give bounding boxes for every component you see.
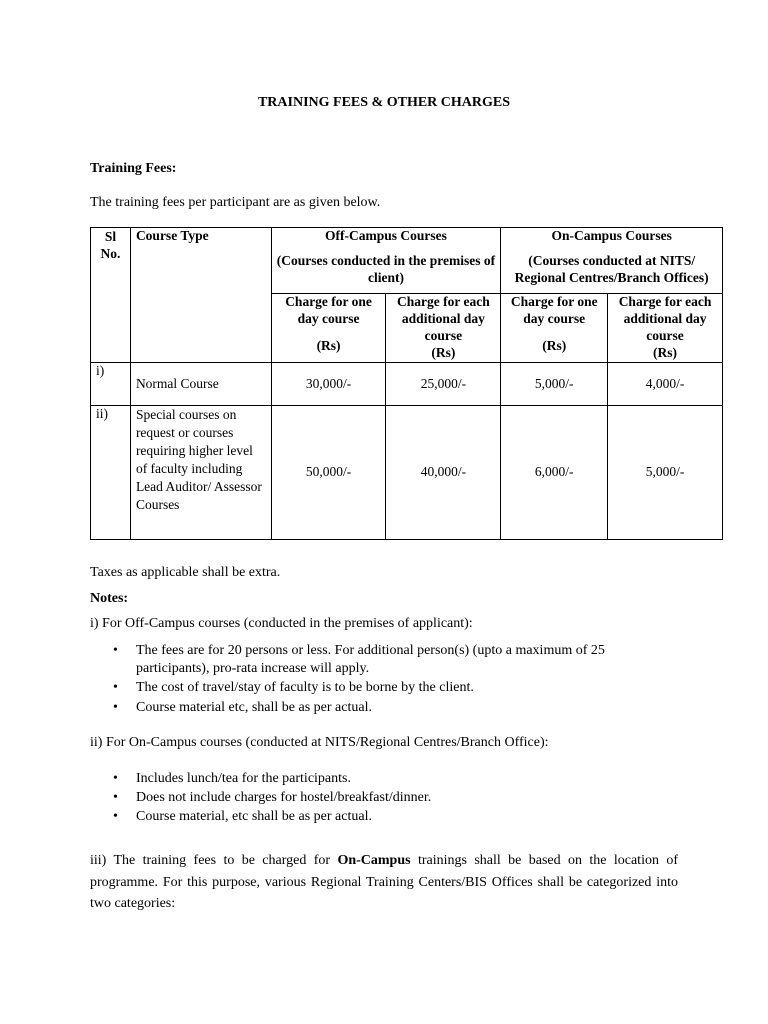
off-one-day-label: Charge for one day course bbox=[285, 294, 372, 326]
row-course: Special courses on request or courses requiring higher level of faculty including Lead Auditor/ Assessor Courses bbox=[130, 406, 271, 540]
header-on-campus bbox=[501, 228, 723, 294]
row-off-additional: 25,000/- bbox=[386, 363, 501, 406]
table-row bbox=[91, 363, 723, 406]
on-campus-notes-heading: ii) For On-Campus courses (conducted at NITS/Regional Centres/Branch Office): bbox=[90, 735, 549, 750]
list-item bbox=[111, 642, 651, 678]
on-campus-emphasis: On-Campus bbox=[337, 853, 411, 868]
list-item bbox=[111, 699, 651, 717]
list-item bbox=[111, 808, 651, 826]
on-additional-label: Charge for each additional day course bbox=[618, 294, 712, 343]
off-additional-unit: (Rs) bbox=[431, 344, 456, 360]
list-item-text: Course material, etc shall be as per actual. bbox=[136, 809, 372, 825]
off-campus-desc: (Courses conducted in the premises of client) bbox=[276, 252, 496, 285]
paragraph-suffix: trainings shall be based on the location of programme. For this purpose, various Regional Training Centers/BIS Offices shall be categorized into two categories: bbox=[90, 853, 678, 912]
on-one-day-label: Charge for one day course bbox=[510, 294, 598, 326]
on-additional-header bbox=[608, 294, 723, 363]
row-on-additional: 5,000/- bbox=[608, 406, 723, 540]
on-campus-label: On-Campus Courses bbox=[551, 228, 672, 243]
list-item bbox=[111, 789, 651, 807]
list-item-text: The fees are for 20 persons or less. For additional person(s) (upto a maximum of 25 participants), pro-rata increase will apply. bbox=[136, 643, 605, 677]
row-on-additional: 4,000/- bbox=[608, 363, 723, 406]
bullet-icon: • bbox=[113, 790, 118, 806]
location-categories-paragraph bbox=[90, 850, 678, 915]
off-additional-label: Charge for each additional day course bbox=[397, 294, 490, 343]
row-sl: i) bbox=[91, 363, 131, 406]
bullet-icon: • bbox=[113, 699, 118, 715]
off-campus-label: Off-Campus Courses bbox=[325, 228, 447, 243]
page-title: TRAINING FEES & OTHER CHARGES bbox=[257, 95, 511, 110]
row-course: Normal Course bbox=[130, 363, 271, 406]
row-off-additional: 40,000/- bbox=[386, 406, 501, 540]
taxes-note: Taxes as applicable shall be extra. bbox=[90, 565, 281, 580]
header-off-campus bbox=[271, 228, 501, 294]
list-item bbox=[111, 679, 651, 697]
header-sl-line1: Sl bbox=[104, 229, 117, 244]
on-additional-unit: (Rs) bbox=[653, 344, 678, 360]
row-on-one-day: 5,000/- bbox=[501, 363, 608, 406]
on-campus-notes-list bbox=[111, 770, 651, 828]
list-item-text: Includes lunch/tea for the participants. bbox=[136, 771, 351, 786]
list-item-text: Does not include charges for hostel/breakfast/dinner. bbox=[136, 790, 432, 806]
row-on-one-day: 6,000/- bbox=[501, 406, 608, 540]
on-campus-desc: (Courses conducted at NITS/ Regional Centres/Branch Offices) bbox=[514, 252, 709, 285]
notes-heading: Notes: bbox=[90, 591, 129, 606]
intro-text: The training fees per participant are as given below. bbox=[90, 195, 381, 210]
bullet-icon: • bbox=[113, 809, 118, 825]
table-row bbox=[91, 406, 723, 540]
bullet-icon: • bbox=[113, 771, 118, 786]
off-campus-notes-list bbox=[111, 642, 651, 718]
paragraph-prefix: iii) The training fees to be charged for bbox=[90, 853, 338, 868]
header-sl-no bbox=[91, 228, 131, 363]
header-sl-line2: No. bbox=[100, 245, 121, 261]
training-fees-heading: Training Fees: bbox=[90, 161, 177, 176]
off-campus-notes-heading: i) For Off-Campus courses (conducted in the premises of applicant): bbox=[90, 616, 473, 631]
list-item bbox=[111, 770, 651, 788]
row-off-one-day: 50,000/- bbox=[271, 406, 386, 540]
list-item-text: Course material etc, shall be as per actual. bbox=[136, 699, 372, 715]
off-one-day-unit: (Rs) bbox=[316, 337, 341, 353]
bullet-icon: • bbox=[113, 680, 118, 696]
list-item-text: The cost of travel/stay of faculty is to be borne by the client. bbox=[136, 680, 474, 696]
table-header-row bbox=[91, 228, 723, 294]
bullet-icon: • bbox=[113, 643, 118, 658]
row-off-one-day: 30,000/- bbox=[271, 363, 386, 406]
on-one-day-unit: (Rs) bbox=[542, 337, 567, 353]
header-course-type: Course Type bbox=[130, 228, 271, 363]
off-additional-header bbox=[386, 294, 501, 363]
off-one-day-header bbox=[271, 294, 386, 363]
on-one-day-header bbox=[501, 294, 608, 363]
fees-table bbox=[90, 227, 723, 540]
row-sl: ii) bbox=[91, 406, 131, 540]
